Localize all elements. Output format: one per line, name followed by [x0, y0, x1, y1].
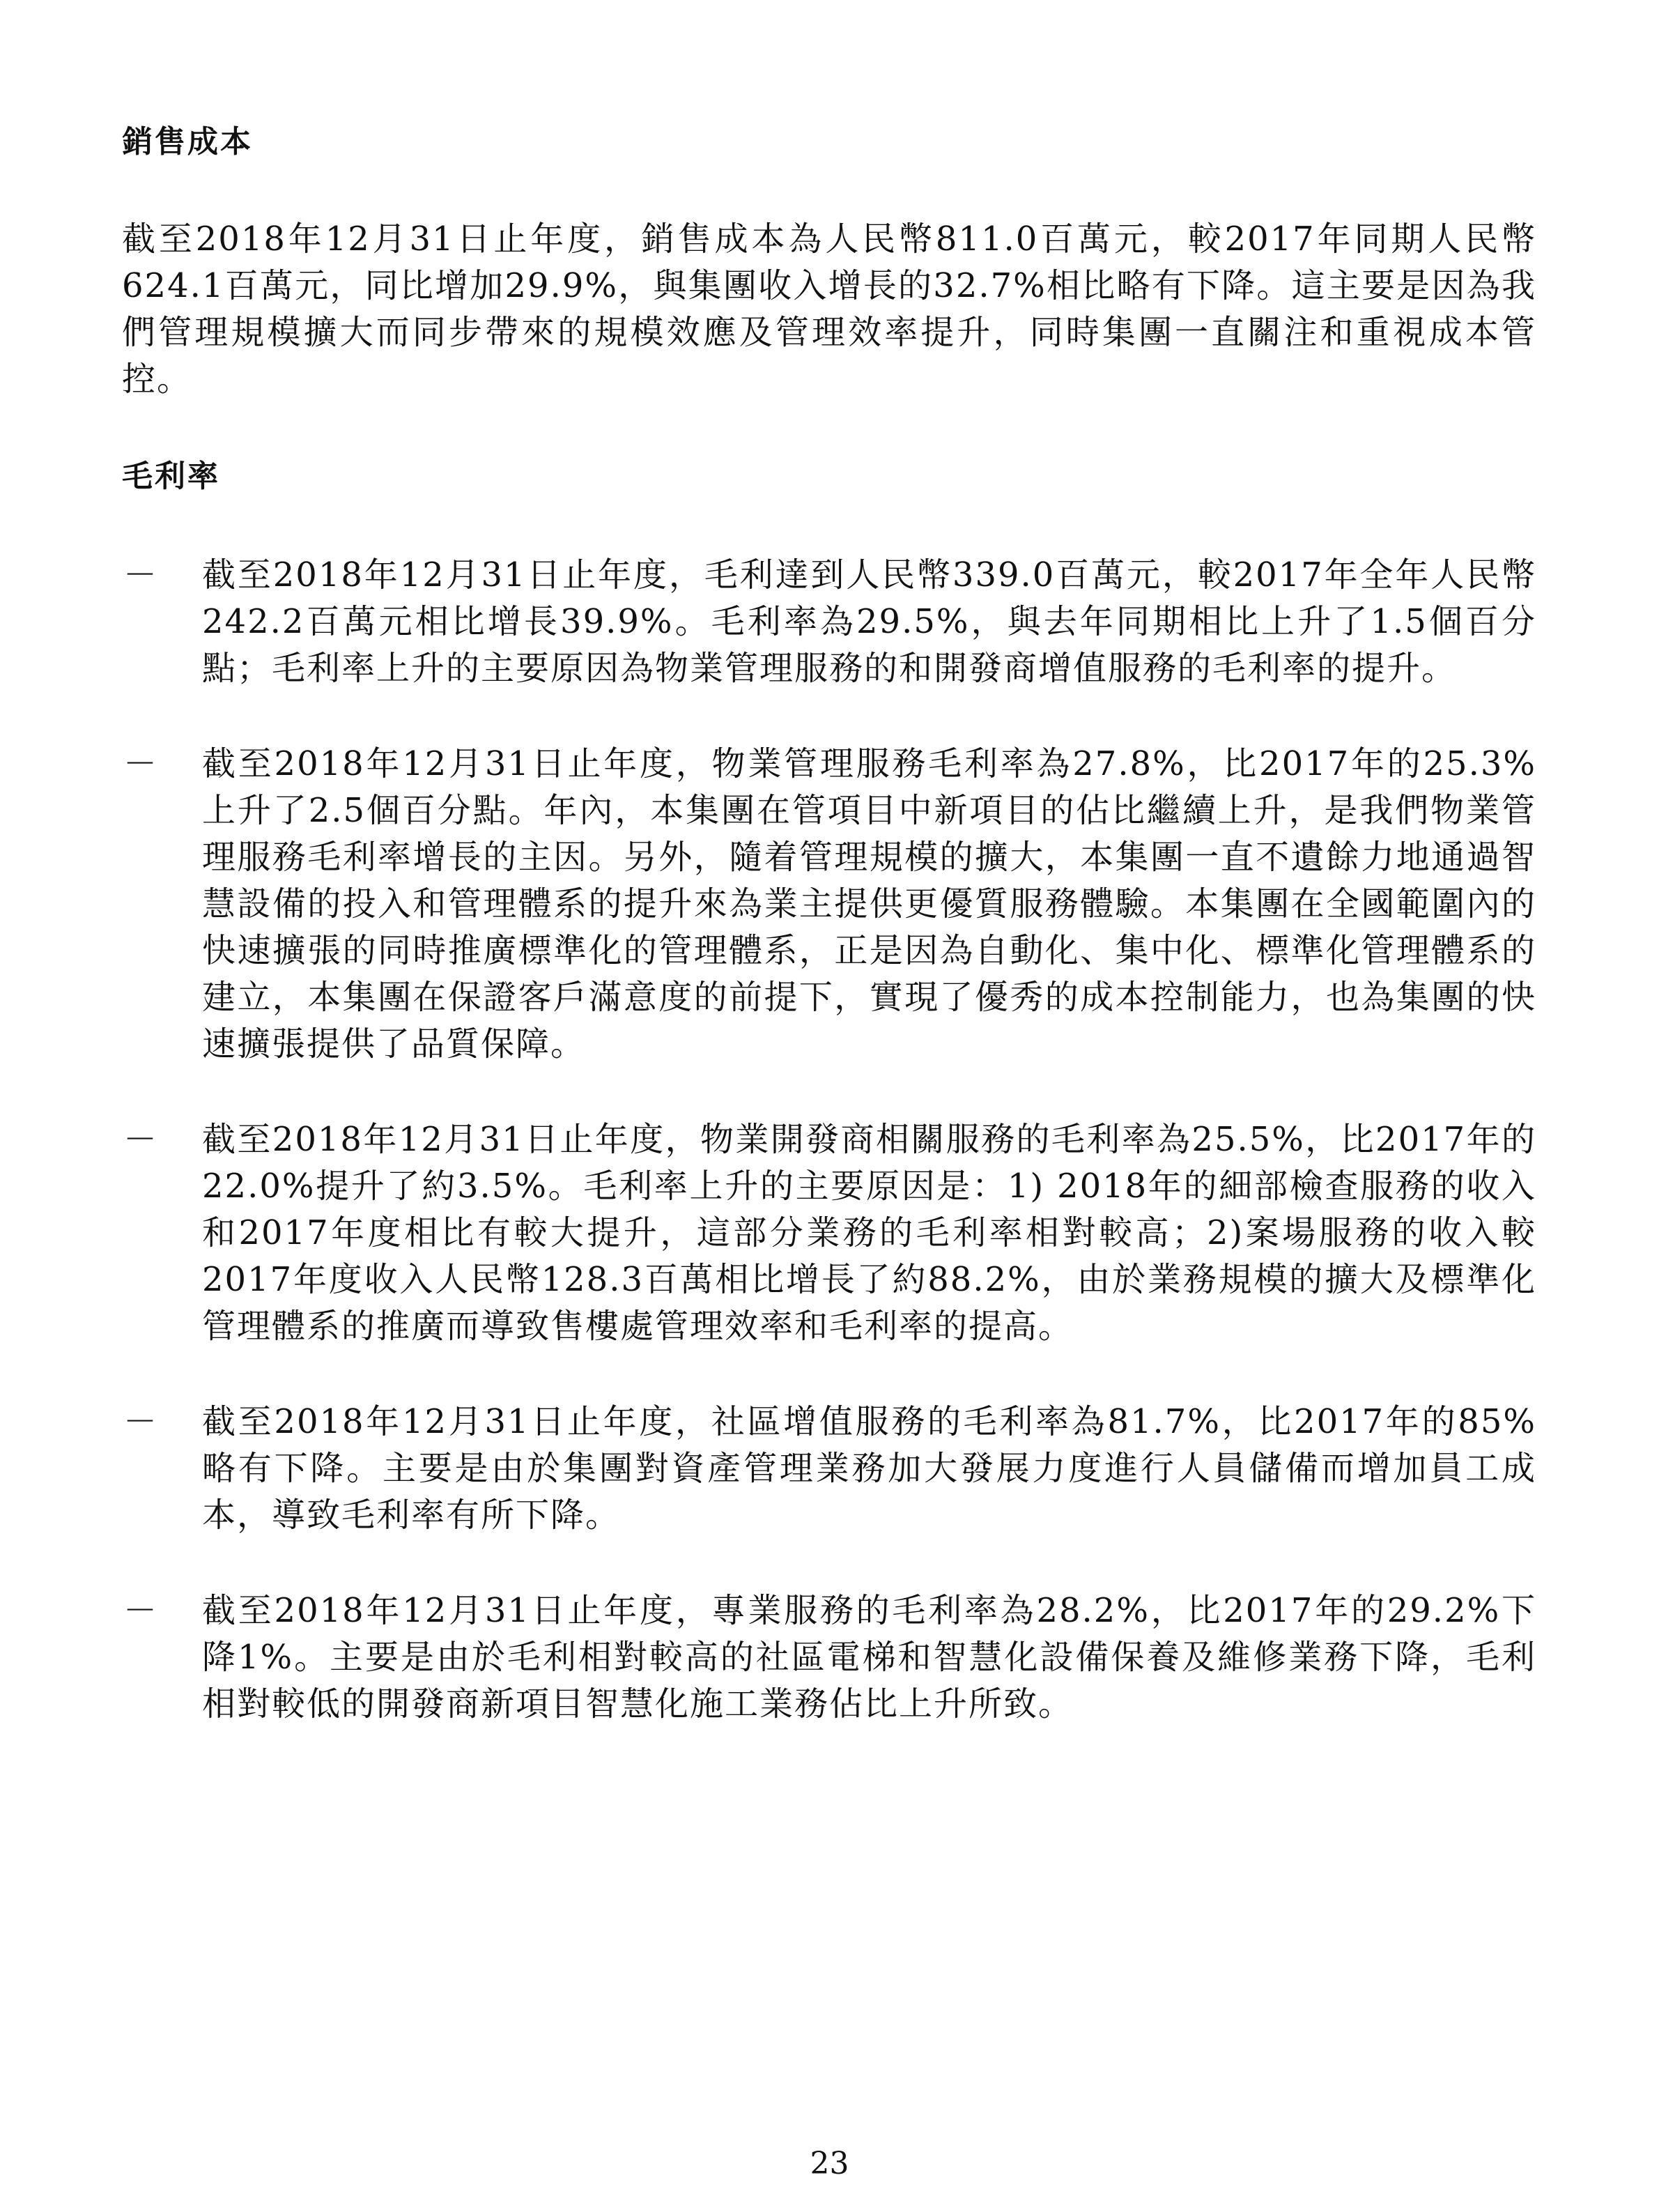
document-page [122, 105, 1536, 2126]
gross-margin-bullet-list [122, 552, 1536, 1728]
list-item [122, 1399, 1536, 1539]
dash-bullet-icon: － [123, 1591, 157, 1630]
list-item [122, 552, 1536, 692]
bullet-text: 截至2018年12月31日止年度，專業服務的毛利率為28.2%，比2017年的29.2%下降1%。主要是由於毛利相對較高的社區電梯和智慧化設備保養及維修業務下降，毛利相對較低的開發商新項目智慧化施工業務佔比上升所致。 [202, 1591, 1536, 1723]
dash-bullet-icon: － [123, 1120, 157, 1159]
bullet-text: 截至2018年12月31日止年度，物業管理服務毛利率為27.8%，比2017年的25.3%上升了2.5個百分點。年內，本集團在管項目中新項目的佔比繼續上升，是我們物業管理服務毛利率增長的主因。另外，隨着管理規模的擴大，本集團一直不遺餘力地通過智慧設備的投入和管理體系的提升來為業主提供更優質服務體驗。本集團在全國範圍內的快速擴張的同時推廣標準化的管理體系，正是因為自動化、集中化、標準化管理體系的建立，本集團在保證客戶滿意度的前提下，實現了優秀的成本控制能力，也為集團的快速擴張提供了品質保障。 [202, 744, 1536, 1063]
bullet-text: 截至2018年12月31日止年度，社區增值服務的毛利率為81.7%，比2017年的85%略有下降。主要是由於集團對資產管理業務加大發展力度進行人員儲備而增加員工成本，導致毛利率有所下降。 [202, 1402, 1536, 1535]
list-item [122, 1116, 1536, 1350]
list-item [122, 1588, 1536, 1728]
section-heading-cost-of-sales: 銷售成本 [122, 124, 253, 160]
dash-bullet-icon: － [123, 1402, 157, 1441]
section-heading-gross-margin: 毛利率 [122, 459, 220, 494]
bullet-text: 截至2018年12月31日止年度，毛利達到人民幣339.0百萬元，較2017年全年人民幣242.2百萬元相比增長39.9%。毛利率為29.5%，與去年同期相比上升了1.5個百分點；毛利率上升的主要原因為物業管理服務的和開發商增值服務的毛利率的提升。 [202, 555, 1536, 688]
dash-bullet-icon: － [123, 555, 157, 594]
dash-bullet-icon: － [123, 744, 157, 783]
cost-of-sales-paragraph: 截至2018年12月31日止年度，銷售成本為人民幣811.0百萬元，較2017年同期人民幣624.1百萬元，同比增加29.9%，與集團收入增長的32.7%相比略有下降。這主要是因為我們管理規模擴大而同步帶來的規模效應及管理效率提升，同時集團一直關注和重視成本管控。 [122, 220, 1536, 399]
page-number: 23 [810, 2146, 849, 2181]
list-item [122, 741, 1536, 1068]
bullet-text: 截至2018年12月31日止年度，物業開發商相關服務的毛利率為25.5%，比2017年的22.0%提升了約3.5%。毛利率上升的主要原因是：1) 2018年的細部檢查服務的收入和2017年度相比有較大提升，這部分業務的毛利率相對較高；2)案場服務的收入較2017年度收入人民幣128.3百萬相比增長了約88.2%，由於業務規模的擴大及標準化管理體系的推廣而導致售樓處管理效率和毛利率的提高。 [202, 1120, 1536, 1346]
